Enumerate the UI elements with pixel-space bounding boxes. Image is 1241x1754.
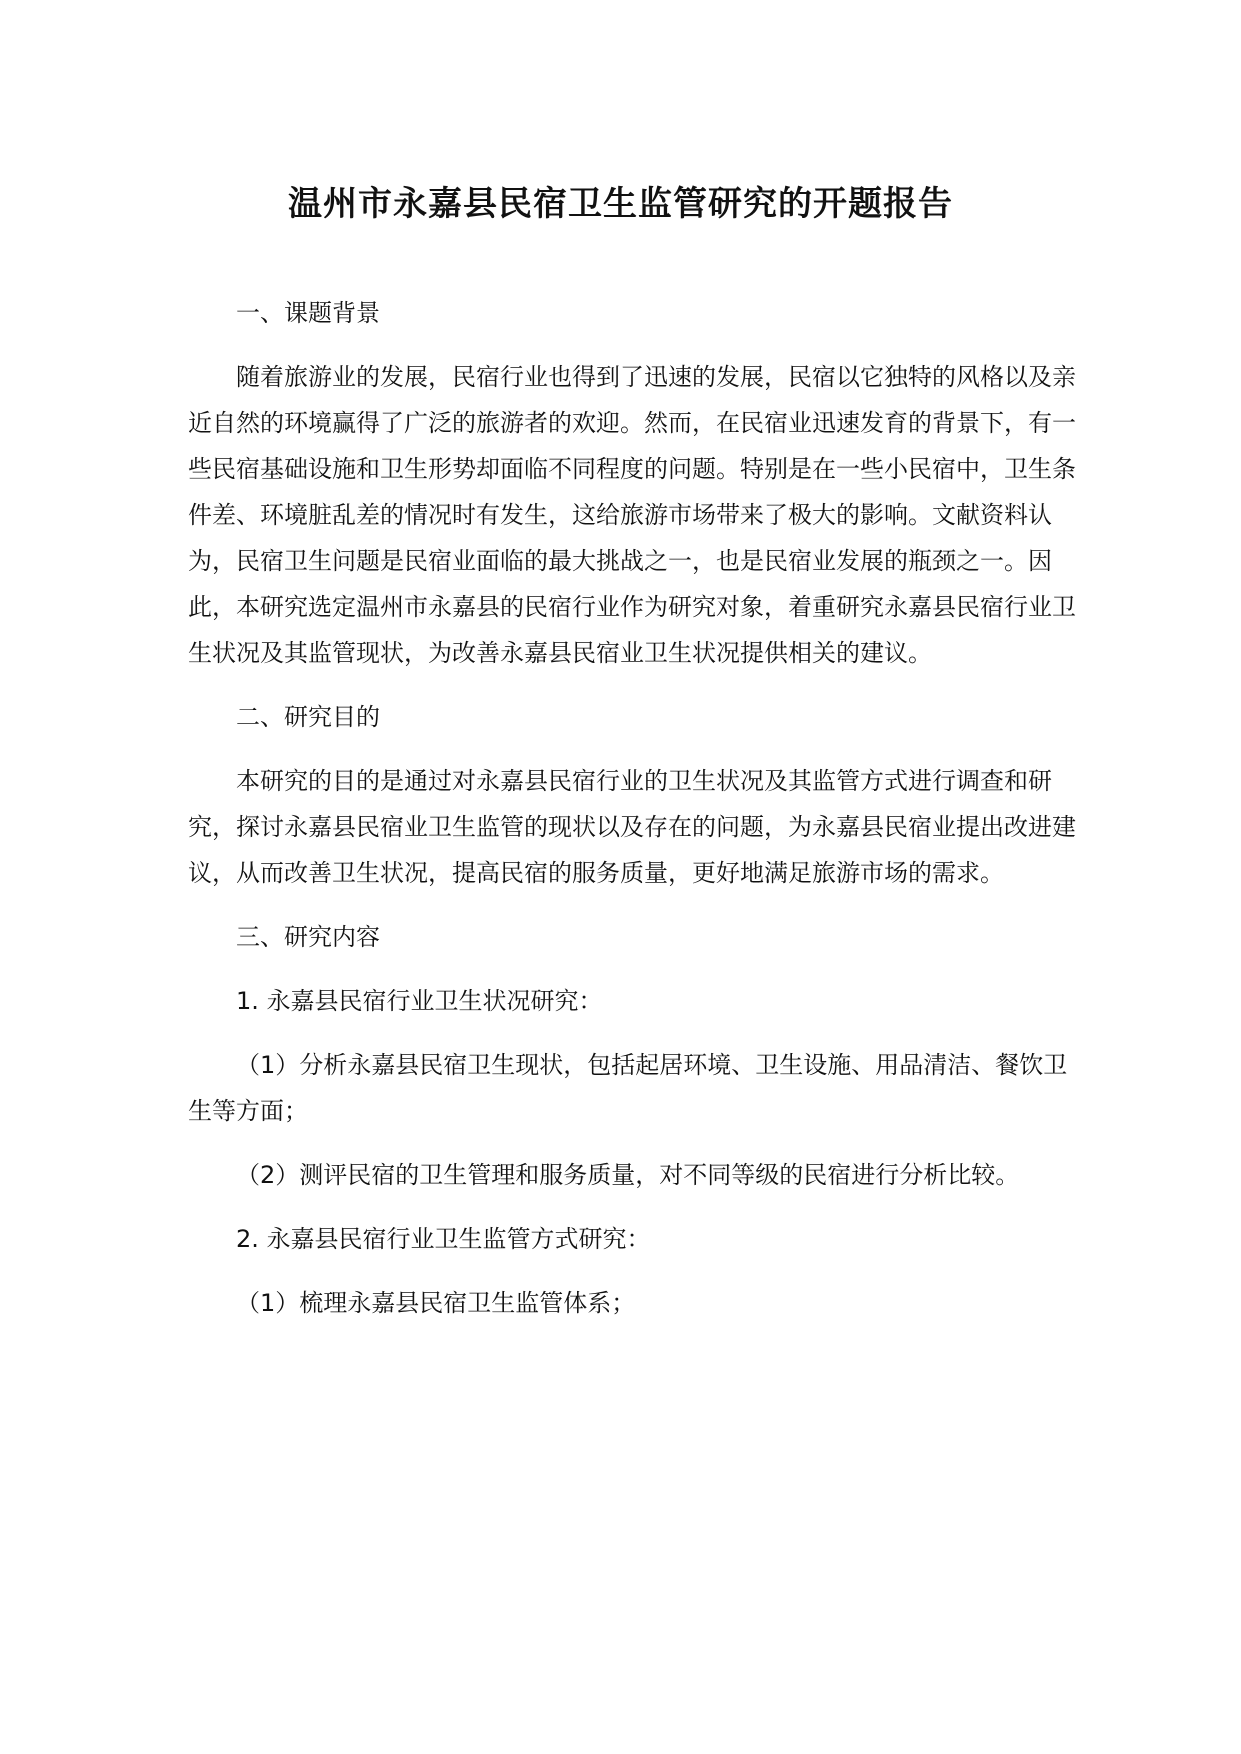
section-heading-content: 三、研究内容 [236, 923, 380, 951]
list-item: 1. 永嘉县民宿行业卫生状况研究： [236, 987, 603, 1015]
document-body [188, 290, 1088, 1344]
paragraph-background: 随着旅游业的发展，民宿行业也得到了迅速的发展，民宿以它独特的风格以及亲近自然的环境赢得了广泛的旅游者的欢迎。然而，在民宿业迅速发育的背景下，有一些民宿基础设施和卫生形势却面临不同程度的问题。特别是在一些小民宿中，卫生条件差、环境脏乱差的情况时有发生，这给旅游市场带来了极大的影响。文献资料认为，民宿卫生问题是民宿业面临的最大挑战之一，也是民宿业发展的瓶颈之一。因此，本研究选定温州市永嘉县的民宿行业作为研究对象，着重研究永嘉县民宿行业卫生状况及其监管现状，为改善永嘉县民宿业卫生状况提供相关的建议。 [188, 363, 1076, 667]
list-item: 2. 永嘉县民宿行业卫生监管方式研究： [236, 1225, 651, 1253]
list-item: （2）测评民宿的卫生管理和服务质量，对不同等级的民宿进行分析比较。 [236, 1161, 1020, 1189]
list-item: （1）分析永嘉县民宿卫生现状，包括起居环境、卫生设施、用品清洁、餐饮卫生等方面； [188, 1051, 1068, 1125]
section-heading-purpose: 二、研究目的 [236, 703, 380, 731]
section-heading-background: 一、课题背景 [236, 299, 380, 327]
paragraph-purpose: 本研究的目的是通过对永嘉县民宿行业的卫生状况及其监管方式进行调查和研究，探讨永嘉县民宿业卫生监管的现状以及存在的问题，为永嘉县民宿业提出改进建议，从而改善卫生状况，提高民宿的服务质量，更好地满足旅游市场的需求。 [188, 767, 1076, 887]
list-item: （1）梳理永嘉县民宿卫生监管体系； [236, 1289, 636, 1317]
document-title: 温州市永嘉县民宿卫生监管研究的开题报告 [288, 184, 953, 224]
